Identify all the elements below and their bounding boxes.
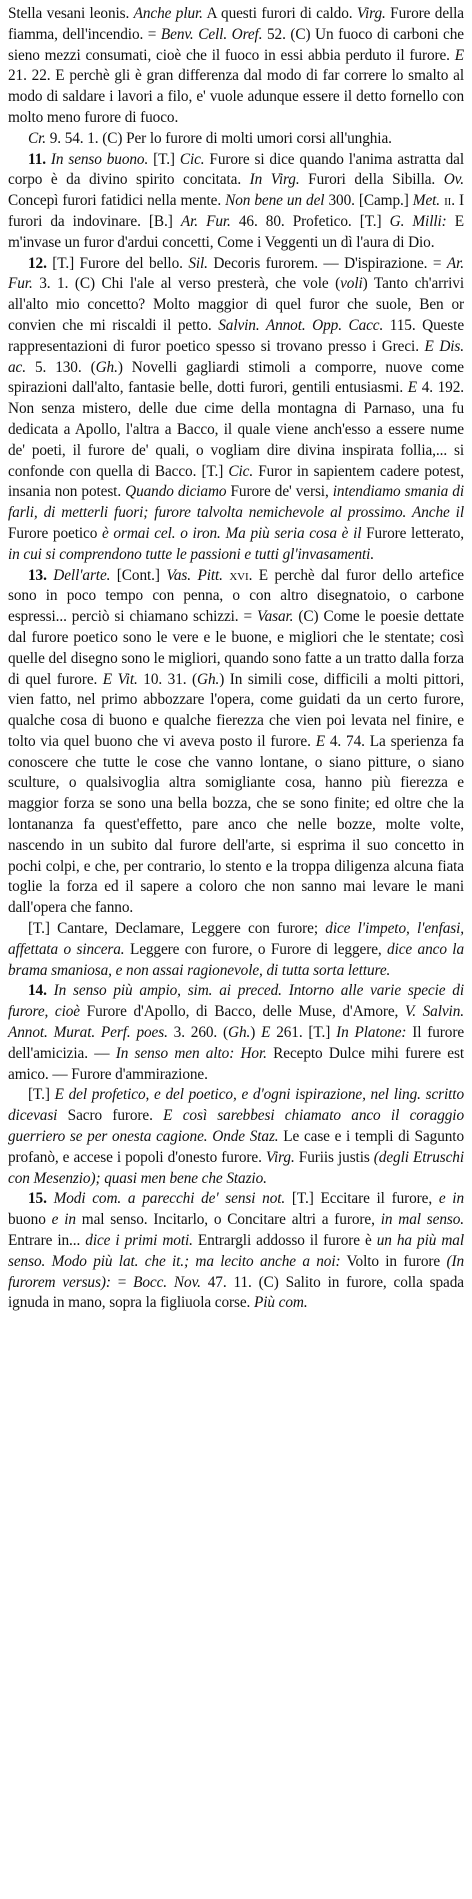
text-run: Benv. Cell. Oref.: [160, 25, 263, 43]
text-run: intendiamo smania di farli, di metterli fuori; furore talvolta nemichevole al prossimo. Anche il: [8, 483, 464, 522]
text-run: Sacro furore.: [57, 1107, 164, 1125]
text-run: è ormai cel. o iron. Ma più seria cosa è il: [102, 524, 362, 542]
text-run: [T.] Eccitare il furore,: [285, 1190, 439, 1208]
entry-paragraph-leggere-con-furore: [8, 919, 464, 981]
text-run: E così sarebbesi chiamato anco il coraggio guerriero se per onesta cagione. Onde Staz.: [8, 1107, 464, 1146]
text-run: 13.: [28, 566, 47, 584]
text-run: E perchè dal furor dello artefice sono in poco tempo con penna, o con altro disegnatoio, o carbone espressi... perciò si chiamano schizzi. =: [8, 566, 464, 626]
text-run: In senso più ampio, sim. ai preced. Intorno alle varie specie di furore, cioè: [8, 982, 464, 1021]
text-run: dice anco la brama smaniosa, e non assai ragionevole, di tutta sorta letture.: [8, 940, 464, 979]
text-run: In senso men alto: Hor.: [115, 1044, 267, 1062]
text-run: 300. [Camp.]: [324, 192, 413, 210]
text-run: Stella vesani leonis.: [8, 5, 134, 22]
text-run: Furiis justis: [294, 1148, 374, 1166]
text-run: 11.: [28, 150, 46, 168]
text-run: [Cont.]: [110, 566, 167, 584]
text-run: xvi.: [229, 566, 253, 584]
text-run: Dell'arte.: [53, 566, 111, 584]
entry-sense-13: [8, 566, 464, 920]
text-run: Entrargli addosso il furore è: [192, 1232, 377, 1250]
text-run: Ar. Fur.: [8, 254, 464, 293]
text-run: ): [250, 1024, 262, 1042]
text-run: 14.: [28, 982, 47, 1000]
text-run: in cui si comprendono tutte le passioni e tutti gl'invasamenti.: [8, 545, 375, 563]
text-run: Gh.: [197, 670, 220, 688]
text-run: Virg.: [356, 5, 386, 22]
text-run: Furore de' versi,: [226, 483, 333, 501]
text-run: Furore letterato,: [361, 524, 464, 542]
text-run: In Platone:: [336, 1024, 407, 1042]
dictionary-entry-column: [8, 4, 464, 1314]
text-run: e in: [51, 1211, 76, 1229]
entry-sense-11: [8, 150, 464, 254]
text-run: Furore d'Apollo, di Bacco, delle Muse, d'Amore,: [79, 1003, 405, 1021]
text-run: V. Salvin. Annot. Murat. Perf. poes.: [8, 1003, 464, 1042]
text-run: Il furore dell'amicizia. —: [8, 1024, 465, 1062]
text-run: I furori da indovinare. [B.]: [8, 192, 464, 230]
text-run: Recepto Dulce mihi furere est amico. — Furore d'ammirazione.: [8, 1044, 464, 1083]
text-run: Cic.: [228, 462, 254, 480]
text-run: 3. 260. (: [167, 1024, 229, 1042]
text-run: mal senso. Incitarlo, o Concitare altri a furore,: [75, 1211, 381, 1229]
entry-sense-14: [8, 981, 464, 1085]
text-run: E del profetico, e del poetico, e d'ogni ispirazione, nel ling. scritto dicevasi: [8, 1086, 464, 1125]
text-run: Entrare in...: [8, 1232, 86, 1250]
text-run: [T.]: [28, 1086, 55, 1104]
text-run: Salvin. Annot. Opp. Cacc.: [218, 316, 384, 334]
text-run: Gh.: [95, 358, 118, 376]
text-run: e in: [438, 1190, 464, 1208]
text-run: dice i primi moti.: [85, 1232, 193, 1250]
entry-paragraph-crescenzi: [8, 129, 464, 150]
text-run: ii.: [444, 192, 455, 210]
text-run: [T.]: [148, 150, 180, 168]
text-run: un ha più mal senso. Modo più lat. che it.; ma lecito anche a noi:: [8, 1232, 464, 1270]
text-run: [T.] Cantare, Declamare, Leggere con furore;: [28, 920, 326, 938]
text-run: [47, 1190, 54, 1207]
text-run: buono: [8, 1211, 52, 1229]
text-run: Più com.: [254, 1294, 308, 1312]
text-run: Bocc. Nov.: [133, 1273, 201, 1291]
text-run: Ov.: [443, 171, 464, 189]
text-run: 52. (C) Un fuoco di carboni che sieno mezzi consumati, cioè che il fuoco in essi abbia perduto il furore.: [8, 25, 464, 64]
text-run: [T.] Furore del bello.: [46, 254, 189, 272]
text-run: Furore poetico: [8, 524, 102, 542]
text-run: Concepì furori fatidici nella mente.: [8, 192, 226, 210]
text-run: Cic.: [179, 150, 205, 168]
text-run: voli: [340, 275, 363, 293]
text-run: E: [407, 379, 418, 397]
text-run: Vas. Pitt.: [166, 566, 223, 584]
entry-paragraph-sacro-furore: [8, 1085, 464, 1189]
text-run: ) Tanto ch'arrivi all'alto mio concetto? Molto maggior di quel furor che suole, Ben or convien che mi riscaldi il petto.: [8, 275, 464, 334]
text-run: Furore si dice quando l'anima astratta dal corpo è da divino spirito concitata.: [8, 150, 464, 189]
text-run: Vasar.: [257, 608, 294, 626]
text-run: 261. [T.]: [270, 1024, 337, 1042]
text-run: E: [261, 1024, 271, 1042]
entry-sense-15: [8, 1189, 464, 1314]
text-run: Virg.: [265, 1148, 295, 1166]
text-run: Anche plur.: [133, 5, 203, 22]
text-run: 4. 74. La sperienza fa conoscere che tutte le cose che vanno lontane, o siano pitture, o siano sculture, o qualsivoglia altra somigliante cosa, hanno più fierezza e maggior forza se sono una bella bozza, che se sono finite; ed oltre che la lontananza fa quest'effetto, pare anco che nelle bozze, molte volte, nascendo in un subito dal furore dell'arte, si esprima il suo concetto in pochi colpi, e che, per contrario, lo stento e la troppa diligenza alcuna fiata toglie la forza ed il sapere a coloro che non sanno mai levare le mani dall'opera che fanno.: [8, 732, 464, 917]
text-run: 12.: [28, 254, 47, 272]
text-run: In senso buono.: [50, 150, 149, 168]
text-run: (In furorem versus):: [8, 1252, 464, 1291]
text-run: E: [315, 732, 325, 750]
text-run: Furori della Sibilla.: [299, 171, 444, 189]
text-run: E Dis. ac.: [8, 337, 464, 376]
text-run: Cr.: [28, 129, 46, 147]
text-run: 5. 130. (: [25, 358, 96, 376]
text-run: [47, 982, 54, 999]
text-run: Ar. Fur.: [180, 212, 231, 230]
text-run: 4. 192. Non senza mistero, delle due cime della montagna di Parnaso, una fu dedicata a Apollo, l'altra a Bacco, il quale viene anch'esso a essere nume de' poeti, il furore de' quali, o vogliam dire divina inspirata follia,... si confonde con quella di Bacco. [T.]: [8, 379, 465, 480]
text-run: G. Milli:: [389, 212, 447, 230]
text-run: (C) Come le poesie dettate dal furore poetico sono le vere e le buone, e migliori che le stentate; così quelle del disegno sono le migliori, quando sono fatte a un tratto dalla forza di quel furore.: [8, 608, 464, 688]
text-run: in mal senso.: [380, 1211, 464, 1229]
text-run: E m'invase un furor d'ardui concetti, Come i Veggenti un dì l'aura di Dio.: [8, 212, 464, 251]
text-run: 10. 31. (: [137, 670, 198, 688]
text-run: Volto in furore: [340, 1252, 447, 1270]
text-run: 15.: [28, 1190, 47, 1208]
entry-paragraph-continuation: [8, 4, 464, 129]
text-run: ) Novelli gagliardi stimoli a comporre, nuove come spirazioni dall'alto, fantasie belle, dotti furori, gentili entusiasmi.: [8, 358, 464, 397]
text-run: E: [454, 46, 464, 64]
text-run: 115. Queste rappresentazioni di furor poetico spesso si trovano presso i Greci.: [8, 316, 465, 355]
text-run: Furore della fiamma, dell'incendio. =: [8, 5, 464, 43]
text-run: In Virg.: [249, 171, 300, 189]
text-run: E Vit.: [102, 670, 138, 688]
text-run: Met.: [412, 192, 441, 210]
text-run: Non bene un del: [225, 192, 325, 210]
text-run: Sil.: [188, 254, 208, 272]
text-run: Modi com. a parecchi de' sensi not.: [53, 1190, 286, 1208]
text-run: 9. 54. 1. (C) Per lo furore di molti umori corsi all'unghia.: [45, 129, 392, 147]
text-run: 3. 1. (C) Chi l'ale al verso presterà, che vole (: [32, 275, 341, 293]
text-run: dice l'impeto, l'enfasi, affettata o sincera.: [8, 920, 464, 958]
text-run: A questi furori di caldo.: [202, 5, 357, 22]
text-run: 21. 22. E perchè gli è gran differenza dal modo di far correre lo smalto al modo di saldare i lavori a filo, e' vuole adunque essere il detto fornello con molto meno furore di fuoco.: [8, 67, 464, 126]
text-run: Decoris furorem. — D'ispirazione. =: [207, 254, 447, 272]
text-run: Gh.: [228, 1024, 251, 1042]
text-run: =: [110, 1273, 134, 1291]
text-run: Leggere con furore, o Furore di leggere,: [124, 940, 388, 958]
text-run: Le case e i templi di Sagunto profanò, e accese i popoli d'onesto furore.: [8, 1128, 464, 1166]
text-run: 46. 80. Profetico. [T.]: [230, 212, 390, 230]
text-run: 47. 11. (C) Salito in furore, colla spada ignuda in mano, sopra la figliuola corse.: [8, 1273, 464, 1312]
text-run: (degli Etruschi con Mesenzio); quasi men bene che Stazio.: [8, 1148, 465, 1187]
text-run: Furor in sapientem cadere potest, insania non potest.: [8, 462, 464, 501]
text-run: Quando diciamo: [125, 483, 227, 501]
text-run: ) In simili cose, difficili a molti pittori, vien fatto, nel primo abbozzare l'opera, come guidati da un certo furore, qualche cosa di buono e qualche fierezza che vien poi levata nel finire, e tolto via quel buono che vi aveva posto il furore.: [8, 670, 464, 750]
entry-sense-12: [8, 254, 464, 566]
